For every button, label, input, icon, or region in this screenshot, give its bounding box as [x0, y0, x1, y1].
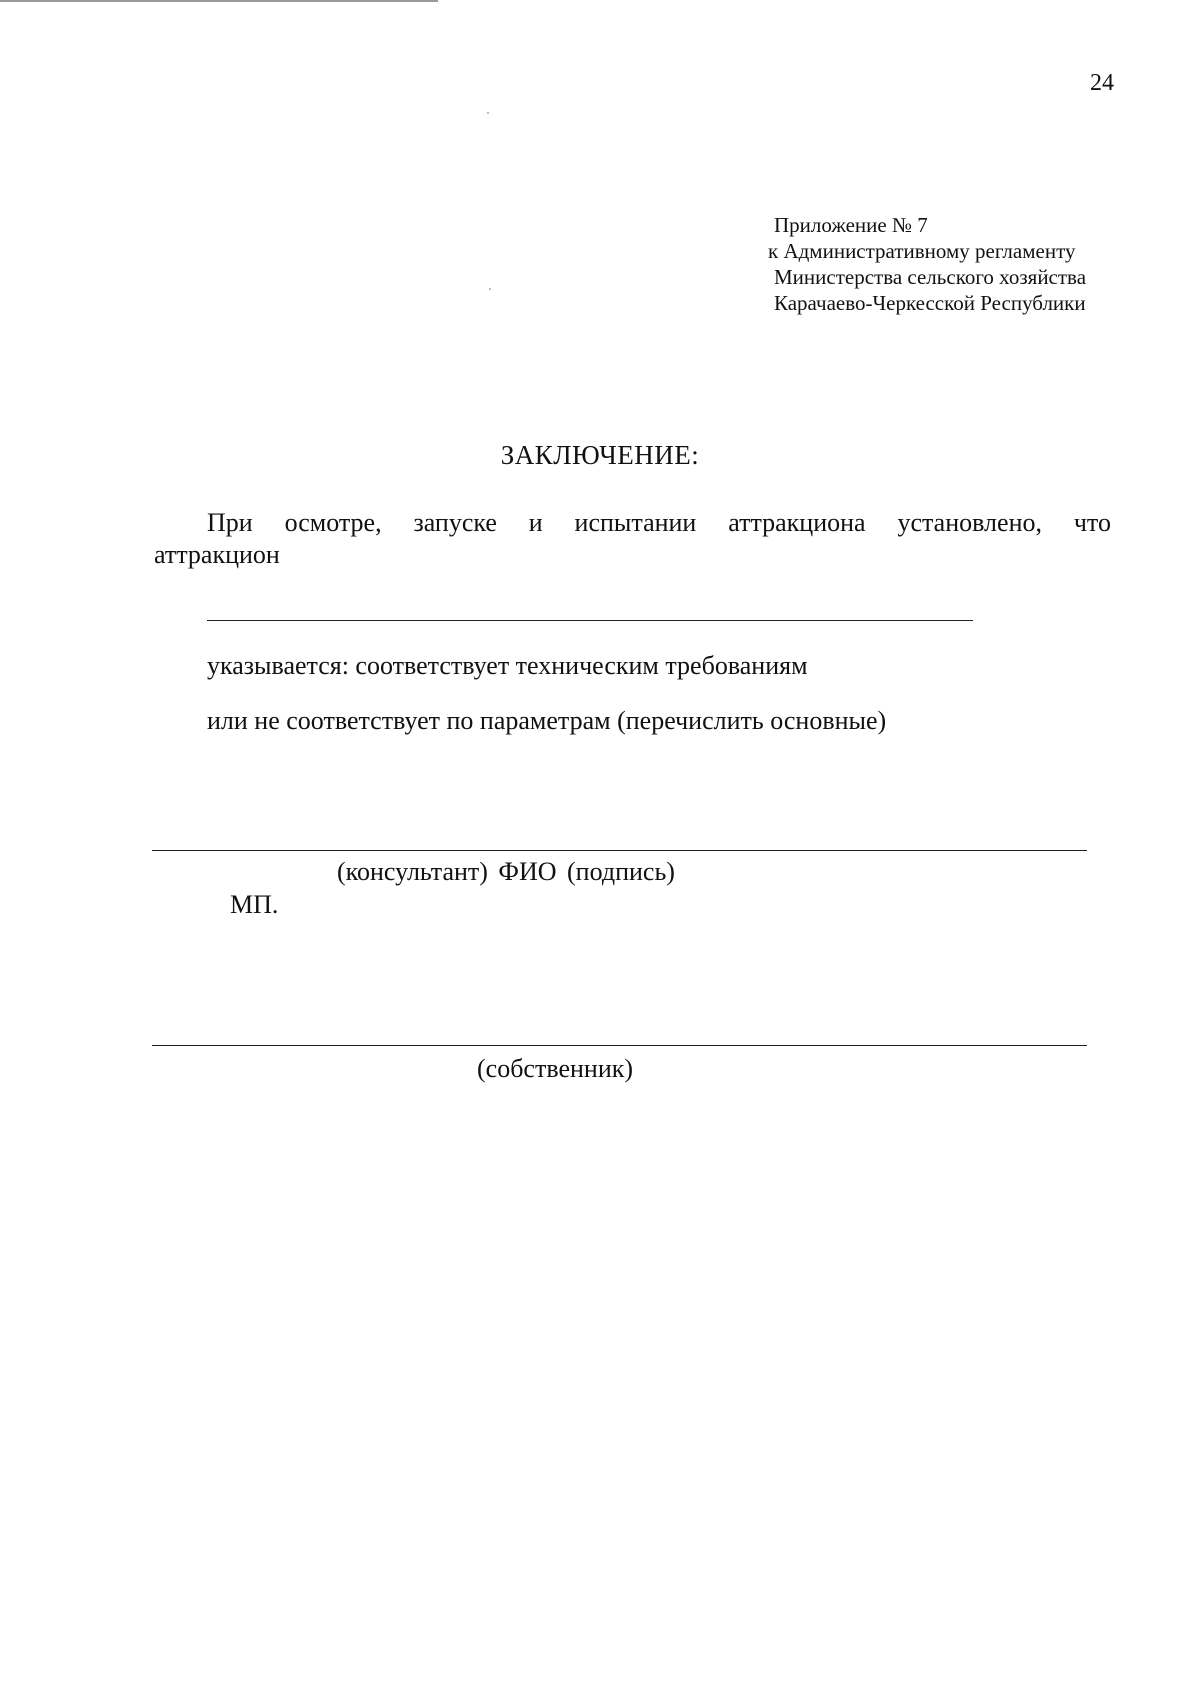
body-word: и	[528, 508, 543, 537]
annex-line: Карачаево-Черкесской Республики	[774, 291, 1086, 315]
body-word: При	[207, 508, 253, 537]
fill-in-line	[207, 620, 973, 621]
owner-signature-line	[152, 1045, 1087, 1046]
body-word: что	[1073, 508, 1111, 537]
scan-speck	[487, 112, 489, 114]
page-number: 24	[1090, 70, 1114, 96]
body-paragraph-line	[207, 508, 1111, 538]
annex-line: Приложение № 7	[774, 213, 928, 237]
body-word: запуске	[413, 508, 497, 537]
instruction-note: указывается: соответствует техническим требованиям	[207, 651, 808, 680]
body-word: аттракциона	[728, 508, 866, 537]
body-word: испытании	[574, 508, 697, 537]
instruction-note: или не соответствует по параметрам (перечислить основные)	[207, 706, 887, 735]
document-title: ЗАКЛЮЧЕНИЕ:	[500, 440, 700, 470]
consultant-signature-line	[152, 850, 1087, 851]
scan-speck	[489, 288, 491, 290]
body-word: установлено,	[897, 508, 1042, 537]
annex-reference	[768, 212, 1086, 316]
owner-signature-caption: (собственник)	[477, 1054, 634, 1083]
scan-edge-line	[0, 0, 438, 2]
annex-line: Министерства сельского хозяйства	[774, 265, 1087, 289]
body-paragraph-continuation: аттракцион	[154, 540, 280, 569]
consultant-signature-caption: (консультант) ФИО (подпись)	[337, 857, 675, 886]
stamp-placeholder: МП.	[230, 890, 279, 919]
body-word: осмотре,	[284, 508, 382, 537]
annex-line: к Административному регламенту	[768, 239, 1076, 263]
